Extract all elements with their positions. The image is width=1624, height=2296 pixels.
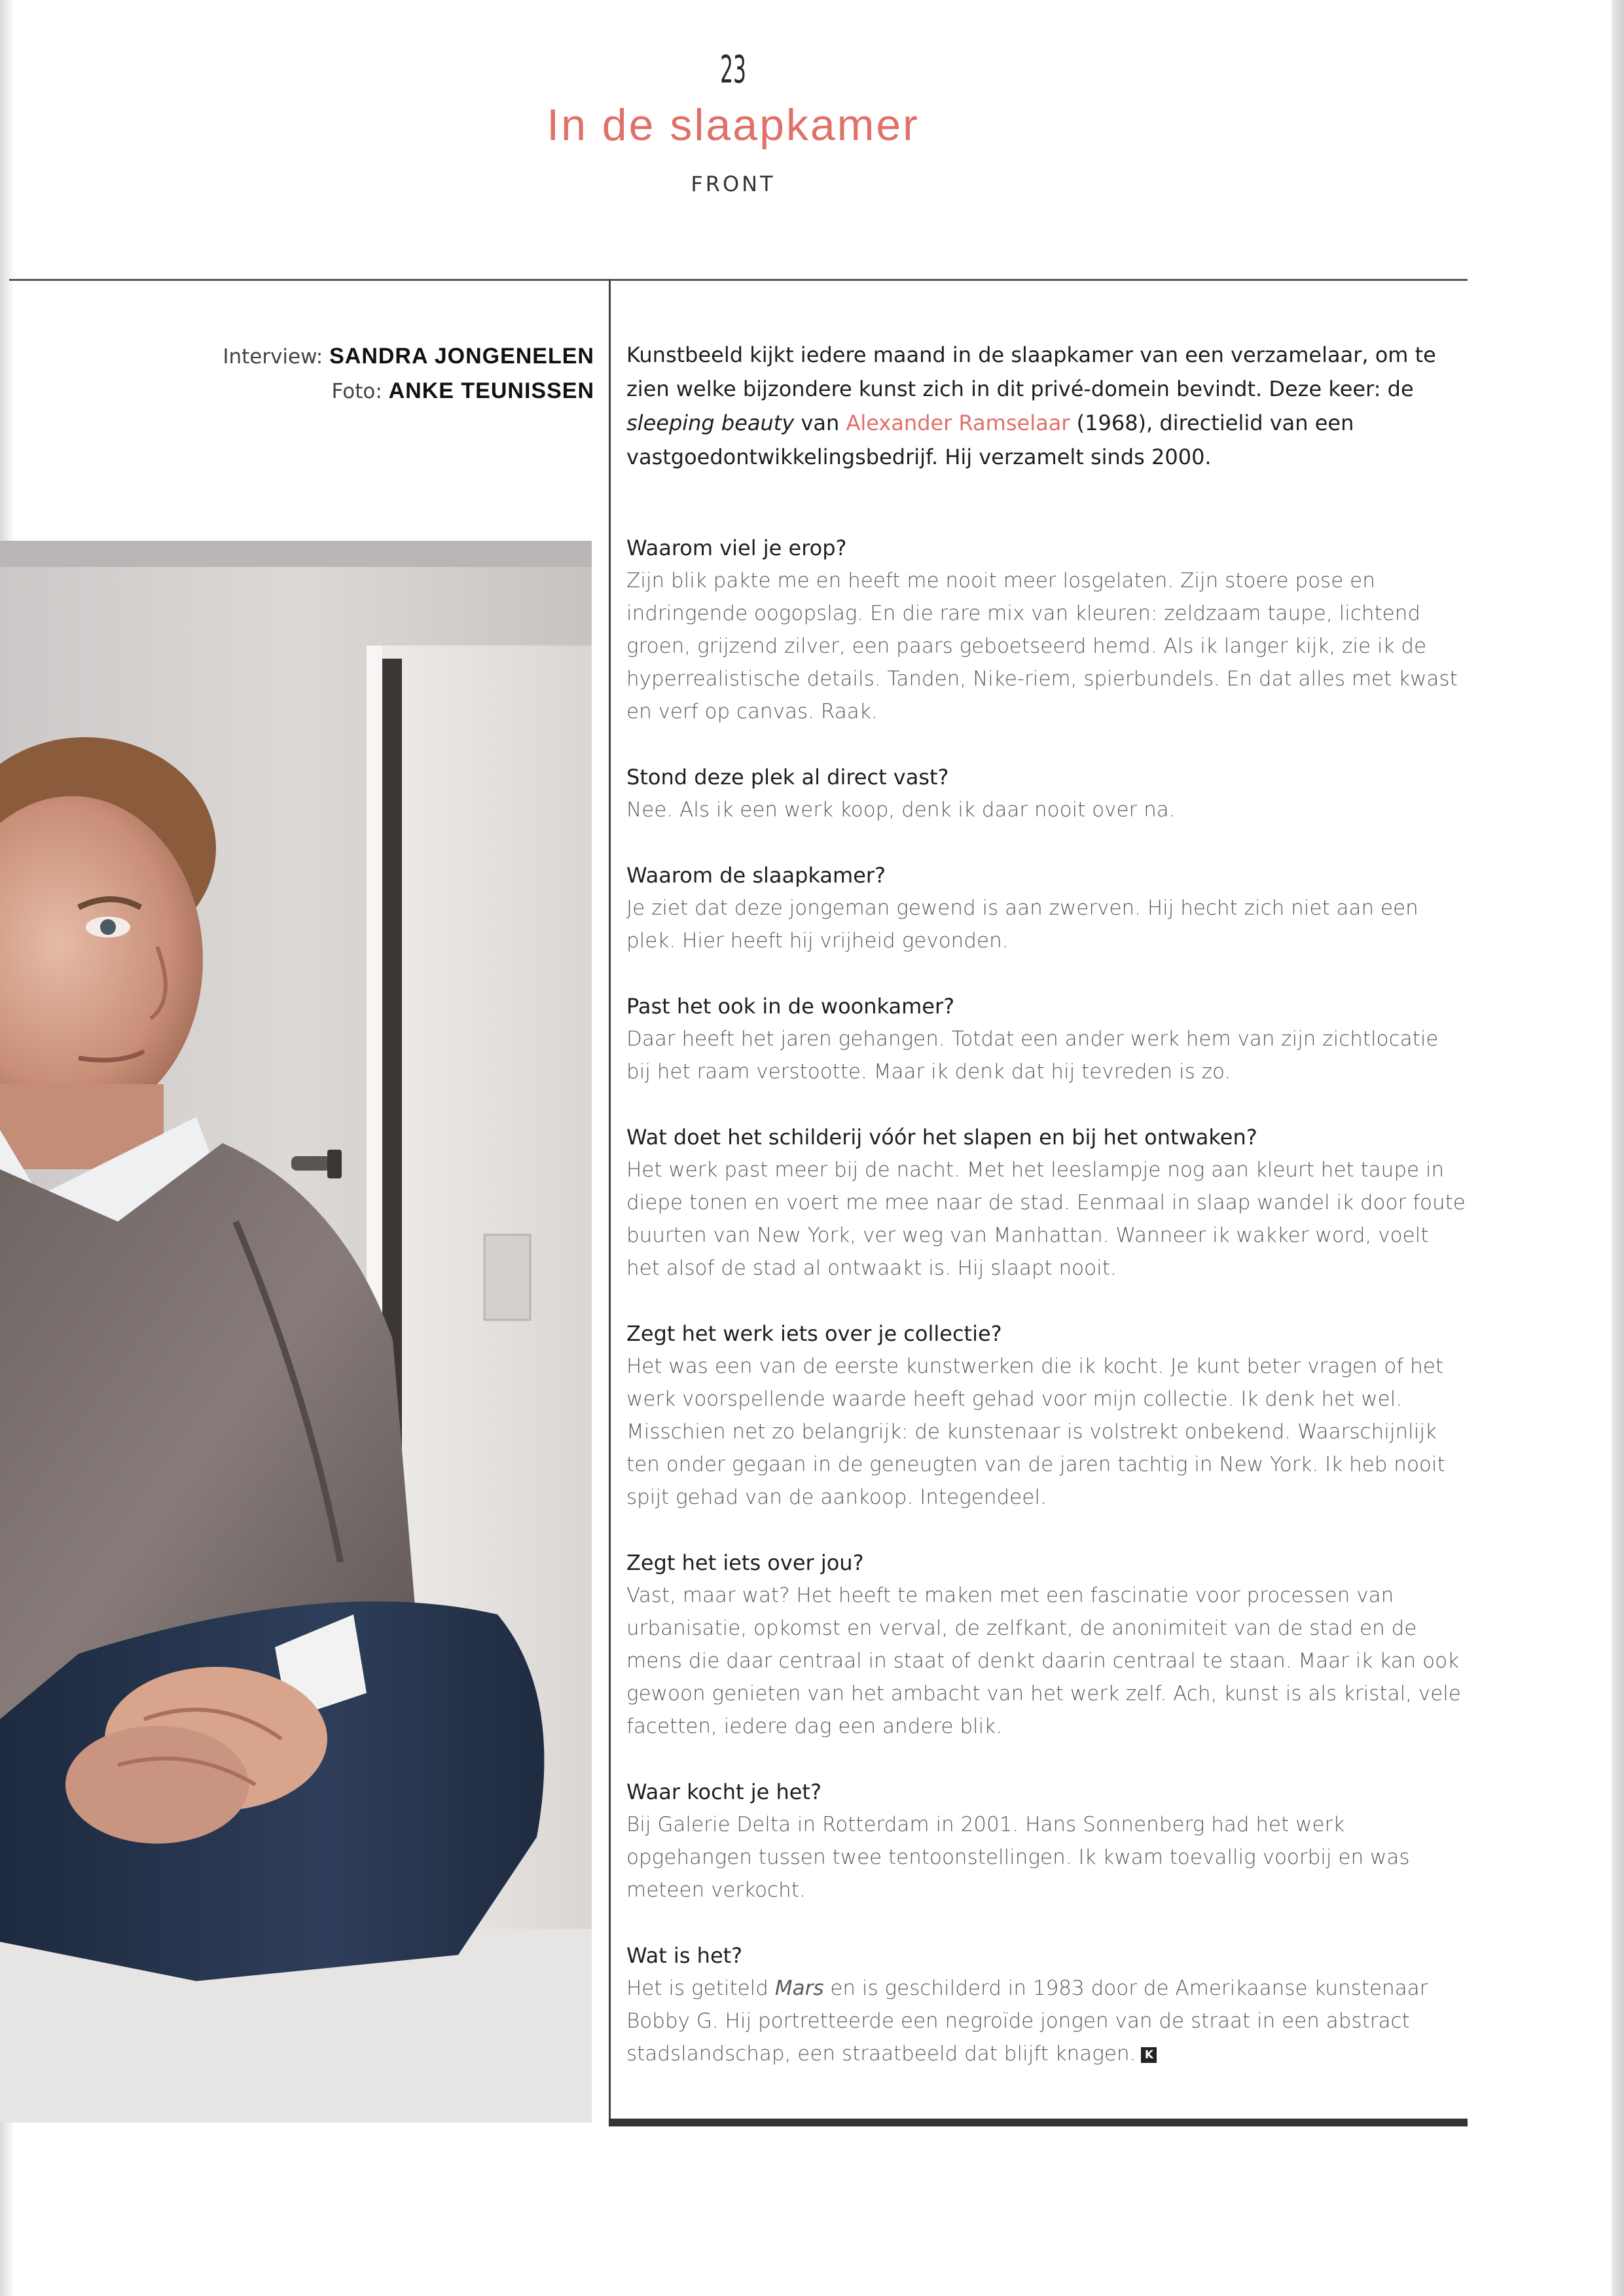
answer-text-2: en is geschilderd in 1983 door de Amerikaanse kunstenaar Bobby G. Hij portretteerde een negroïde jongen van de straat in een abstract stadslandschap, een straatbeeld dat blijft knagen.	[626, 1977, 1428, 2066]
question: Stond deze plek al direct vast?	[626, 765, 949, 790]
question: Wat doet het schilderij vóór het slapen en bij het ontwaken?	[626, 1125, 1257, 1150]
question: Wat is het?	[626, 1943, 743, 1968]
page-number: 23	[720, 47, 746, 92]
intro-text-2: van	[794, 410, 846, 435]
question: Zegt het iets over jou?	[626, 1550, 864, 1575]
portrait-illustration	[0, 541, 592, 2123]
answer: Nee. Als ik een werk koop, denk ik daar nooit over na.	[626, 798, 1176, 822]
credit-photo	[131, 374, 594, 409]
qa-item	[626, 1546, 1466, 1743]
credit-interview-label: Interview:	[223, 345, 323, 369]
question: Zegt het werk iets over je collectie?	[626, 1321, 1002, 1346]
credit-interview	[131, 339, 594, 374]
column-divider	[609, 279, 611, 2123]
credits	[131, 339, 594, 409]
question: Waarom viel je erop?	[626, 536, 847, 560]
answer	[626, 1972, 1466, 2070]
qa-item	[626, 1121, 1466, 1285]
answer: Bij Galerie Delta in Rotterdam in 2001. Hans Sonnenberg had het werk opgehangen tussen twee tentoonstellingen. Ik kwam toevallig voorbij en was meteen verkocht.	[626, 1813, 1410, 1902]
intro-text-1: Kunstbeeld kijkt iedere maand in de slaapkamer van een verzamelaar, om te zien welke bijzondere kunst zich in dit privé-domein bevindt. Deze keer: de	[626, 342, 1436, 401]
intro-text-3: (1968), directielid van een vastgoedontwikkelingsbedrijf. Hij verzamelt sinds 2000.	[626, 410, 1354, 469]
qa-item	[626, 1317, 1466, 1514]
end-of-article-icon: K	[1141, 2047, 1157, 2063]
interview-qa	[626, 532, 1466, 2103]
qa-item	[626, 761, 1466, 826]
question: Past het ook in de woonkamer?	[626, 994, 955, 1019]
collector-portrait-photo	[0, 541, 592, 2123]
qa-item	[626, 990, 1466, 1088]
answer: Vast, maar wat? Het heeft te maken met een fascinatie voor processen van urbanisatie, opkomst en verval, de zelfkant, de anonimiteit van de stad en de mens die daar centraal in staat of denkt daarin centraal te staan. Maar ik kan ook gewoon genieten van het ambacht van het werk zelf. Ach, kunst is als kristal, vele facetten, iedere dag een andere blik.	[626, 1584, 1461, 1738]
answer: Het werk past meer bij de nacht. Met het leeslampje nog aan kleurt het taupe in diepe tonen en voert me mee naar de stad. Eenmaal in slaap wandel ik door foute buurten van New York, ver weg van Manhattan. Wanneer ik wakker word, voelt het alsof de stad al ontwaakt is. Hij slaapt nooit.	[626, 1158, 1466, 1280]
answer: Daar heeft het jaren gehangen. Totdat een ander werk hem van zijn zichtlocatie bij het raam verstootte. Maar ik denk dat hij tevreden is zo.	[626, 1027, 1439, 1084]
answer: Zijn blik pakte me en heeft me nooit meer losgelaten. Zijn stoere pose en indringende oogopslag. En die rare mix van kleuren: zeldzaam taupe, lichtend groen, grijzend zilver, een paars geboetseerd hemd. Als ik langer kijk, zie ik de hyperrealistische details. Tanden, Nike-riem, spierbundels. En dat alles met kwast en verf op canvas. Raak.	[626, 569, 1458, 723]
question: Waarom de slaapkamer?	[626, 863, 886, 888]
credit-interview-name: SANDRA JONGENELEN	[329, 344, 594, 369]
credit-photo-label: Foto:	[331, 380, 382, 403]
page-binding-edge	[1612, 0, 1624, 2296]
bottom-divider	[609, 2119, 1468, 2126]
qa-item	[626, 859, 1466, 957]
qa-item	[626, 1776, 1466, 1906]
qa-item	[626, 532, 1466, 728]
qa-item-last	[626, 1939, 1466, 2070]
painting-title: Mars	[774, 1977, 824, 2000]
section-label: FRONT	[691, 172, 776, 196]
intro-work-title: sleeping beauty	[626, 410, 795, 435]
intro-paragraph	[626, 338, 1464, 474]
top-divider	[9, 279, 1468, 281]
credit-photo-name: ANKE TEUNISSEN	[388, 378, 594, 403]
answer: Je ziet dat deze jongeman gewend is aan zwerven. Hij hecht zich niet aan een plek. Hier heeft hij vrijheid gevonden.	[626, 896, 1418, 953]
question: Waar kocht je het?	[626, 1779, 821, 1804]
intro-artist-name: Alexander Ramselaar	[846, 410, 1070, 435]
answer: Het was een van de eerste kunstwerken die ik kocht. Je kunt beter vragen of het werk voorspellende waarde heeft gehad voor mijn collectie. Ik denk het wel. Misschien net zo belangrijk: de kunstenaar is volstrekt onbekend. Waarschijnlijk ten onder gegaan in de geneugten van de jaren tachtig in New York. Ik heb nooit spijt gehad van de aankoop. Integendeel.	[626, 1355, 1445, 1509]
page-title: In de slaapkamer	[547, 100, 920, 150]
answer-text-1: Het is getiteld	[626, 1977, 775, 2000]
